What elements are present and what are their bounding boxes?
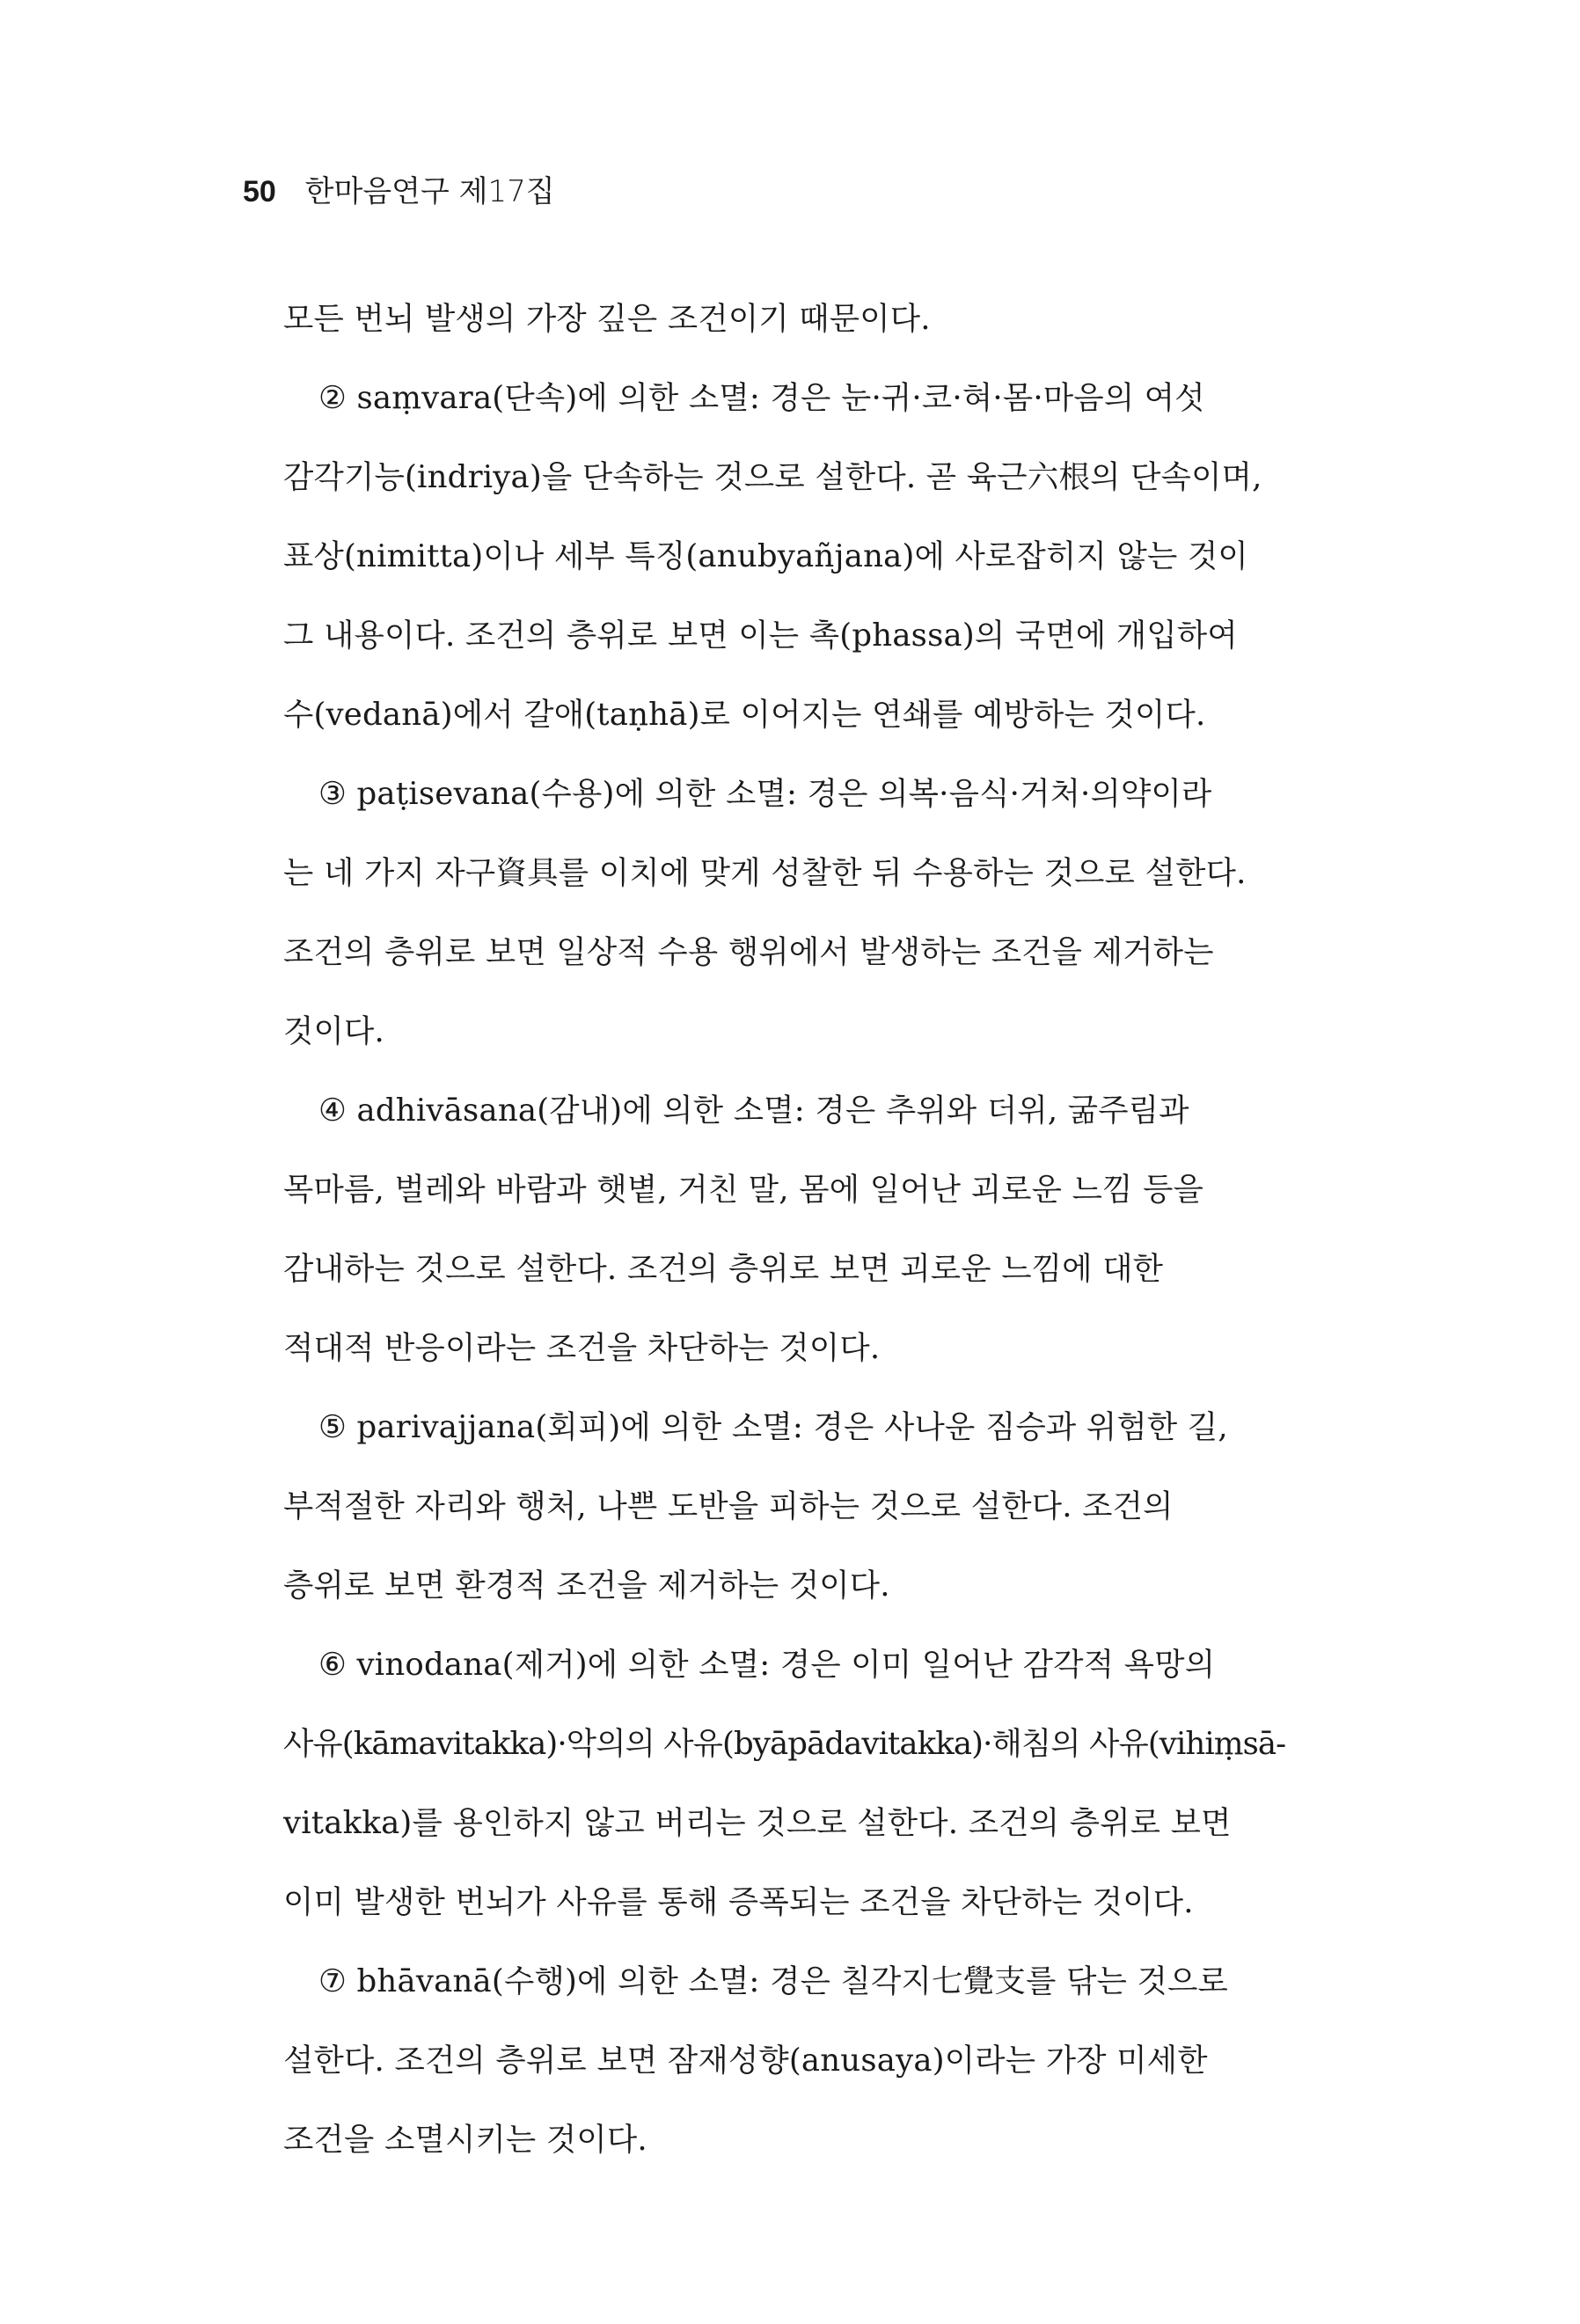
text-line-item-5: ⑤ parivajjana(회피)에 의한 소멸: 경은 사나운 짐승과 위험한 길, — [318, 1409, 1228, 1445]
text-line: 적대적 반응이라는 조건을 차단하는 것이다. — [283, 1330, 881, 1366]
text-line-item-3: ③ paṭisevana(수용)에 의한 소멸: 경은 의복·음식·거처·의약이라 — [318, 776, 1212, 812]
text-line: 조건을 소멸시키는 것이다. — [283, 2122, 647, 2158]
text-line: 목마름, 벌레와 바람과 햇볕, 거친 말, 몸에 일어난 괴로운 느낌 등을 — [283, 1172, 1204, 1208]
text-line-item-7: ⑦ bhāvanā(수행)에 의한 소멸: 경은 칠각지七覺支를 닦는 것으로 — [318, 1963, 1229, 1999]
text-line: 것이다. — [283, 1013, 384, 1049]
text-line-item-4: ④ adhivāsana(감내)에 의한 소멸: 경은 추위와 더위, 굶주림과 — [318, 1093, 1189, 1129]
text-line: 사유(kāmavitakka)·악의의 사유(byāpādavitakka)·해침의 사유(vihiṃsā- — [283, 1726, 1286, 1762]
text-line: 부적절한 자리와 행처, 나쁜 도반을 피하는 것으로 설한다. 조건의 — [283, 1488, 1174, 1524]
text-line: vitakka)를 용인하지 않고 버리는 것으로 설한다. 조건의 층위로 보면 — [283, 1805, 1232, 1841]
text-line-item-6: ⑥ vinodana(제거)에 의한 소멸: 경은 이미 일어난 감각적 욕망의 — [318, 1647, 1216, 1683]
text-line: 감각기능(indriya)을 단속하는 것으로 설한다. 곧 육근六根의 단속이며, — [283, 459, 1262, 495]
text-line: 조건의 층위로 보면 일상적 수용 행위에서 발생하는 조건을 제거하는 — [283, 934, 1214, 970]
text-line: 모든 번뇌 발생의 가장 깊은 조건이기 때문이다. — [283, 301, 931, 337]
text-line: 감내하는 것으로 설한다. 조건의 층위로 보면 괴로운 느낌에 대한 — [283, 1251, 1164, 1287]
text-line: 층위로 보면 환경적 조건을 제거하는 것이다. — [283, 1568, 890, 1604]
page-number: 50 — [243, 175, 276, 208]
running-head — [243, 172, 555, 211]
text-line: 표상(nimitta)이나 세부 특징(anubyañjana)에 사로잡히지 않는 것이 — [283, 538, 1248, 574]
text-line: 설한다. 조건의 층위로 보면 잠재성향(anusaya)이라는 가장 미세한 — [283, 2043, 1208, 2079]
body-text — [283, 280, 1288, 2180]
journal-title: 한마음연구 제17집 — [304, 174, 555, 209]
text-line: 그 내용이다. 조건의 층위로 보면 이는 촉(phassa)의 국면에 개입하여 — [283, 618, 1238, 654]
text-line-item-2: ② saṃvara(단속)에 의한 소멸: 경은 눈·귀·코·혀·몸·마음의 여섯 — [318, 380, 1205, 416]
text-line: 수(vedanā)에서 갈애(taṇhā)로 이어지는 연쇄를 예방하는 것이다. — [283, 697, 1206, 733]
text-line: 이미 발생한 번뇌가 사유를 통해 증폭되는 조건을 차단하는 것이다. — [283, 1884, 1194, 1920]
text-line: 는 네 가지 자구資具를 이치에 맞게 성찰한 뒤 수용하는 것으로 설한다. — [283, 855, 1247, 891]
